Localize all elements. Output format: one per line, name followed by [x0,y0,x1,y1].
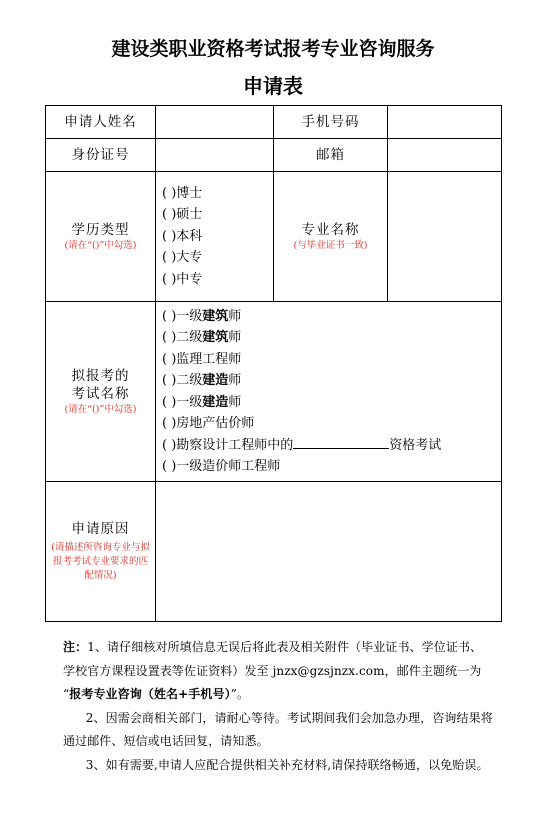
exam-option-survey-design[interactable]: ( )勘察设计工程师中的 资格考试 [162,437,442,453]
exam-option-constructor-2[interactable]: ( )二级建造师 [162,373,242,388]
note-1: 注：1、请仔细核对所填信息无误后将此表及相关附件（毕业证书、学位证书、学校官方课程设置表等佐证资料）发至 jnzx@gzsjnzx.com，邮件主题统一为 “报考专业咨询（姓名+手机号）”。 [63,640,483,701]
education-option-college[interactable]: ( )大专 [162,250,203,266]
education-hint: (请在“()”中勾选) [64,239,137,251]
education-option-bachelor[interactable]: ( )本科 [162,228,203,244]
reason-label-cell [46,482,156,622]
phone-label: 手机号码 [274,106,388,139]
page-subtitle: 申请表 [243,74,303,98]
major-label-cell [274,172,388,302]
notes-section [63,636,493,777]
page-title: 建设类职业资格考试报考专业咨询服务 [111,38,435,60]
major-hint: (与毕业证书一致) [293,239,368,251]
exam-options [156,302,502,482]
email-field[interactable] [388,139,502,172]
name-field[interactable] [156,106,274,139]
email-label: 邮箱 [274,139,388,172]
exam-blank-field[interactable] [293,436,389,449]
exam-hint: (请在“()”中勾选) [64,403,137,415]
id-number-label: 身份证号 [46,139,156,172]
major-field[interactable] [388,172,502,302]
exam-option-cost-engineer[interactable]: ( )一级造价师工程师 [162,459,281,474]
exam-option-architect-1[interactable]: ( )一级建筑师 [162,308,242,324]
education-option-doctor[interactable]: ( )博士 [162,185,203,201]
id-number-field[interactable] [156,139,274,172]
education-options [156,172,274,302]
application-form-table [45,105,502,622]
education-option-master[interactable]: ( )硕士 [162,207,203,223]
reason-label: 申请原因 [71,521,130,537]
note-2: 2、因需会商相关部门，请耐心等待。考试期间我们会加急办理，咨询结果将通过邮件、短信或电话回复，请知悉。 [63,710,493,748]
note-3: 3、如有需要,申请人应配合提供相关补充材料,请保持联络畅通，以免贻误。 [85,757,489,772]
name-label: 申请人姓名 [46,106,156,139]
reason-hint: (请描述所咨询专业与拟报考考试专业要求的匹配情况) [51,542,150,581]
exam-label-cell [46,302,156,482]
exam-label-line2: 考试名称 [71,385,130,402]
exam-label-line1: 拟报考的 [71,367,130,384]
exam-option-architect-2[interactable]: ( )二级建筑师 [162,330,242,345]
education-label: 学历类型 [71,221,130,238]
education-label-cell [46,172,156,302]
education-option-secondary[interactable]: ( )中专 [162,271,203,287]
major-label: 专业名称 [301,221,360,238]
exam-option-appraiser[interactable]: ( )房地产估价师 [162,416,255,431]
reason-field[interactable] [156,482,502,622]
exam-option-supervision[interactable]: ( )监理工程师 [162,351,242,367]
phone-field[interactable] [388,106,502,139]
exam-option-constructor-1[interactable]: ( )一级建造师 [162,394,242,410]
